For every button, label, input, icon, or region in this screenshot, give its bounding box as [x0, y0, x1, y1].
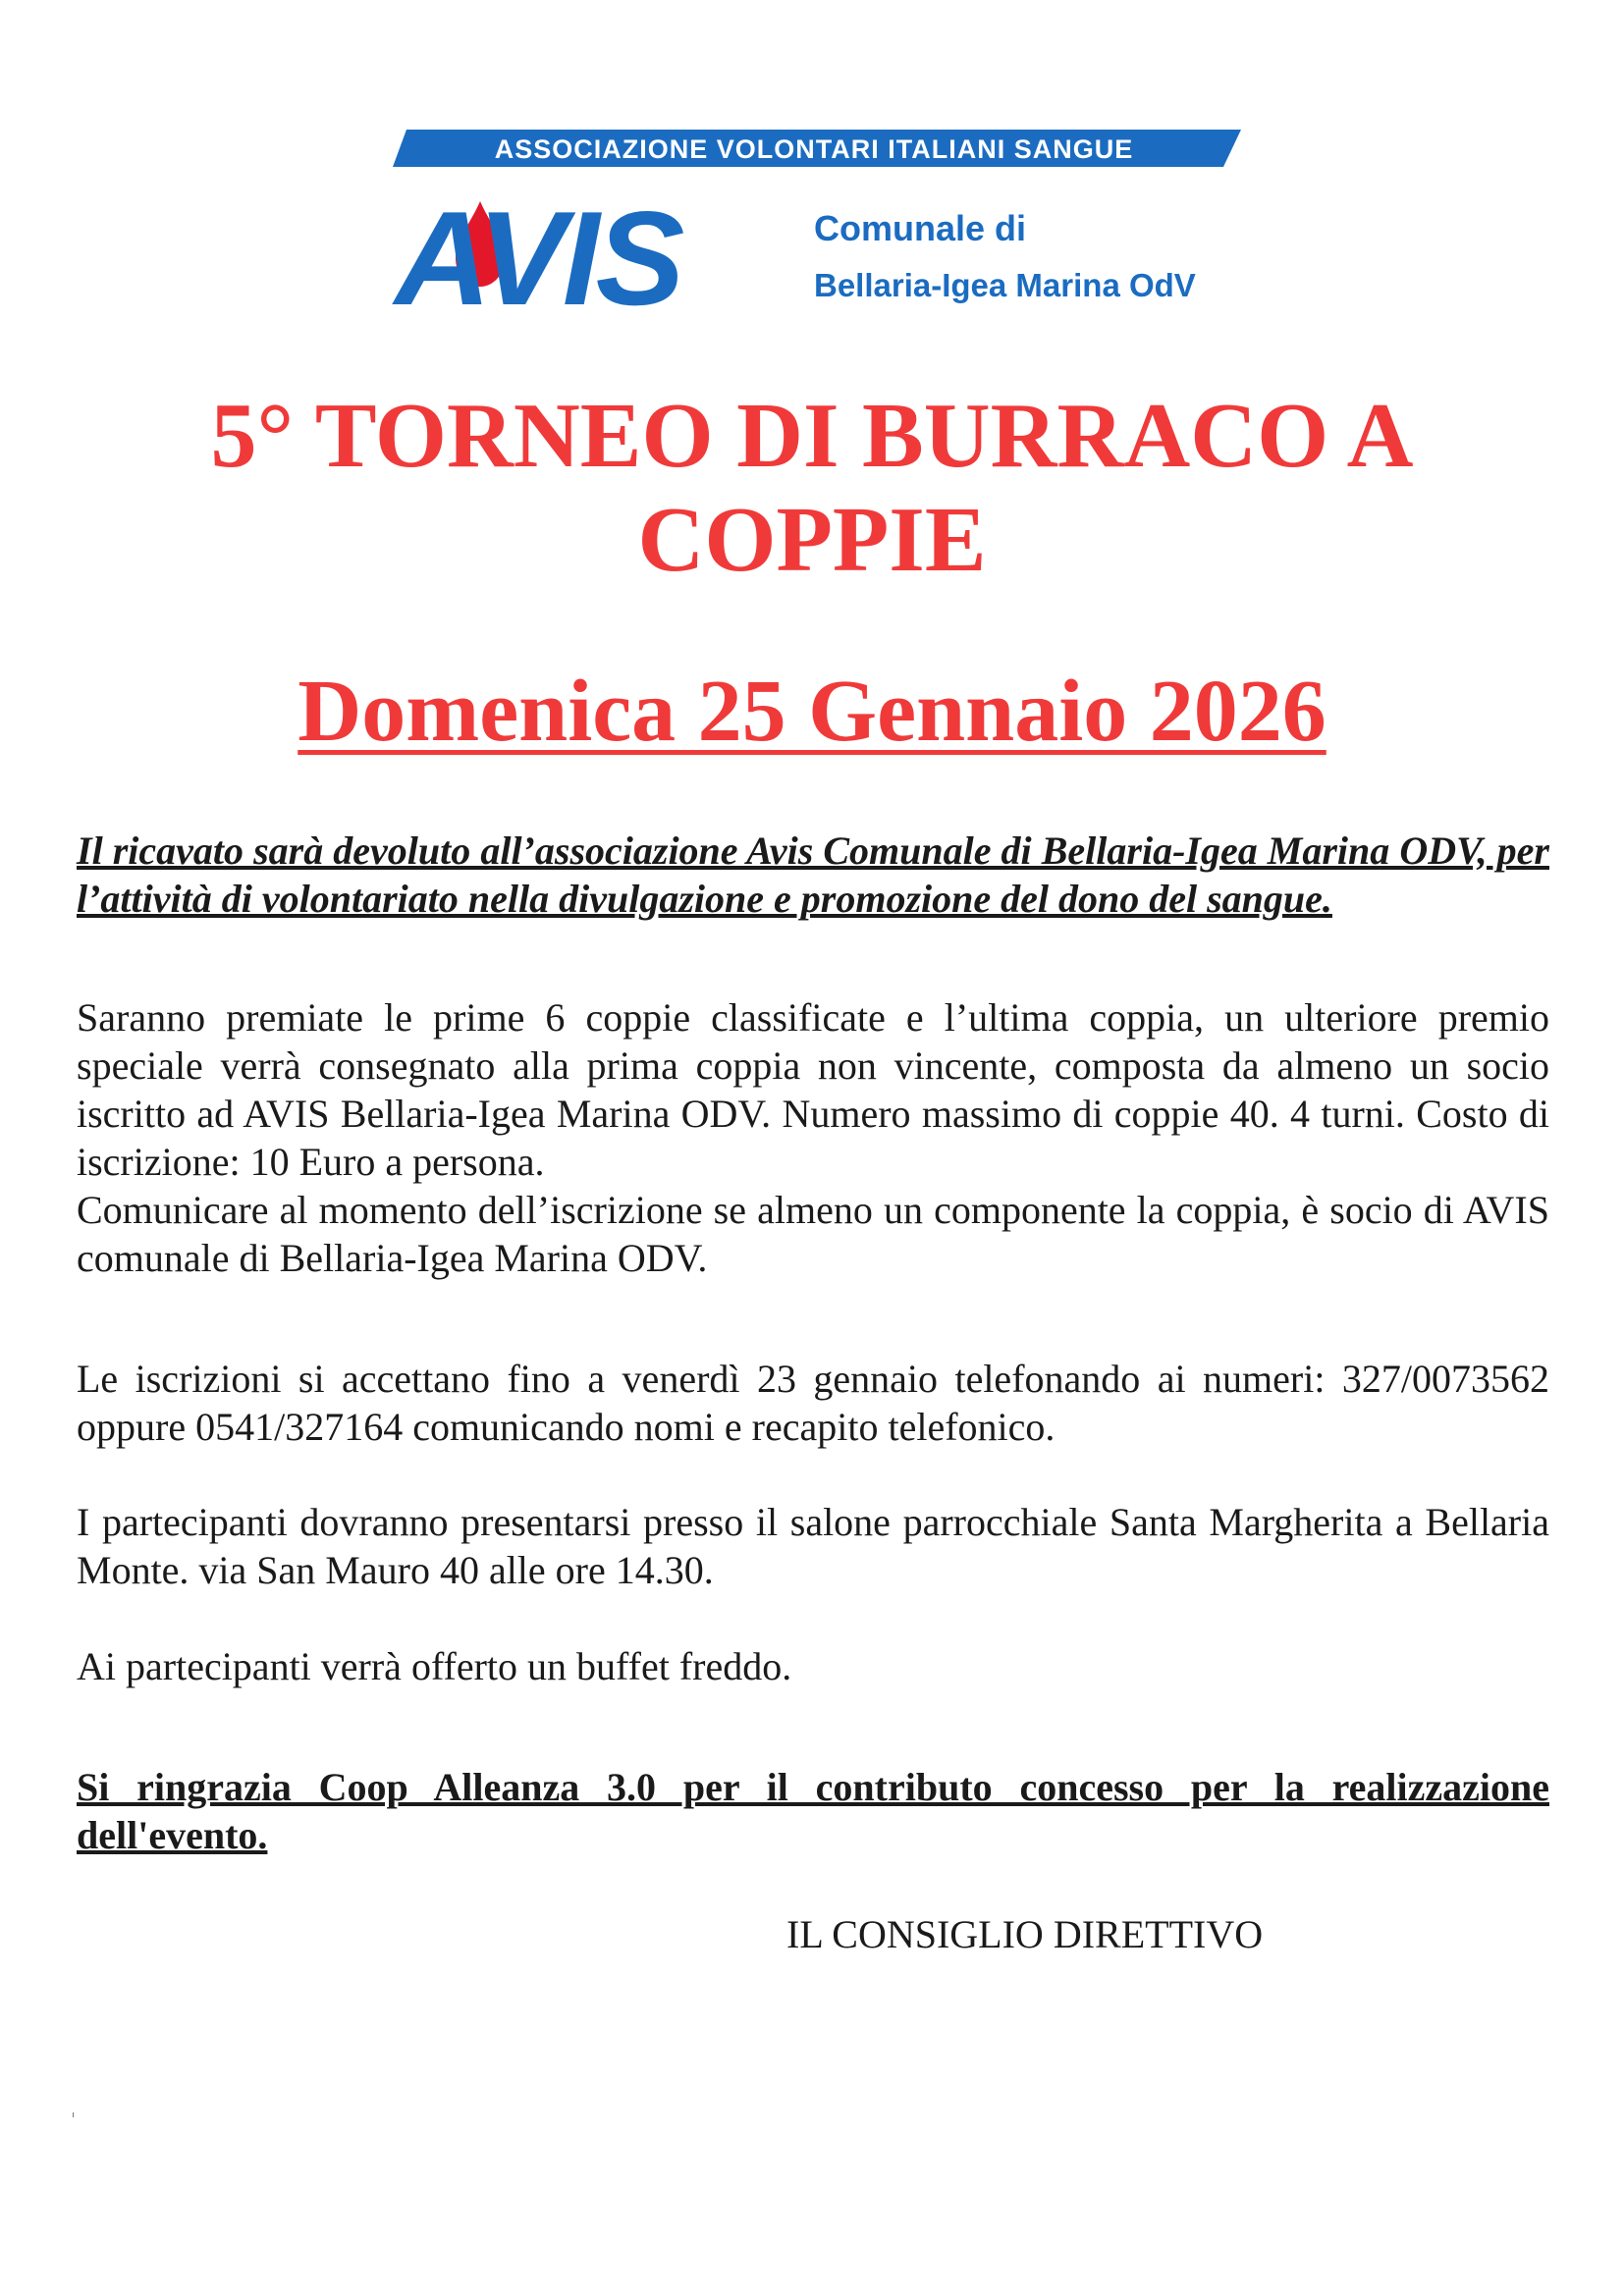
page-mark	[73, 2112, 74, 2117]
event-date: Domenica 25 Gennaio 2026	[298, 663, 1326, 760]
intro-paragraph: Il ricavato sarà devoluto all’associazione Avis Comunale di Bellaria-Igea Marina ODV, per l’attività di volontariato nella divulgazione e promozione del dono del sangue.	[77, 828, 1549, 921]
logo-subtitle-line2: Bellaria-Igea Marina OdV	[814, 267, 1196, 303]
logo-banner-text: ASSOCIAZIONE VOLONTARI ITALIANI SANGUE	[494, 134, 1134, 164]
buffet-paragraph: Ai partecipanti verrà offerto un buffet freddo.	[77, 1644, 792, 1688]
logo-wordmark: AVIS	[395, 184, 681, 318]
page-title-line1: 5° TORNEO DI BURRACO A	[210, 385, 1414, 487]
thanks-paragraph: Si ringrazia Coop Alleanza 3.0 per il contributo concesso per la realizzazione dell'evento.	[77, 1765, 1549, 1857]
page-title-line2: COPPIE	[637, 489, 987, 591]
avis-logo	[377, 118, 1251, 318]
membership-paragraph: Comunicare al momento dell’iscrizione se almeno un componente la coppia, è socio di AVIS comunale di Bellaria-Igea Marina ODV.	[77, 1188, 1549, 1280]
enrollment-paragraph: Le iscrizioni si accettano fino a venerdì 23 gennaio telefonando ai numeri: 327/0073562 oppure 0541/327164 comunicando nomi e recapito telefonico.	[77, 1357, 1549, 1449]
prizes-paragraph: Saranno premiate le prime 6 coppie classificate e l’ultima coppia, un ulteriore premio speciale verrà consegnato alla prima coppia non vincente, composta da almeno un socio iscritto ad AVIS Bellaria-Igea Marina ODV. Numero massimo di coppie 40. 4 turni. Costo di iscrizione: 10 Euro a persona.	[77, 995, 1549, 1184]
venue-paragraph: I partecipanti dovranno presentarsi presso il salone parrocchiale Santa Margherita a Bellaria Monte. via San Mauro 40 alle ore 14.30.	[77, 1500, 1549, 1592]
logo-subtitle-line1: Comunale di	[814, 208, 1027, 248]
signature: IL CONSIGLIO DIRETTIVO	[786, 1912, 1264, 1956]
